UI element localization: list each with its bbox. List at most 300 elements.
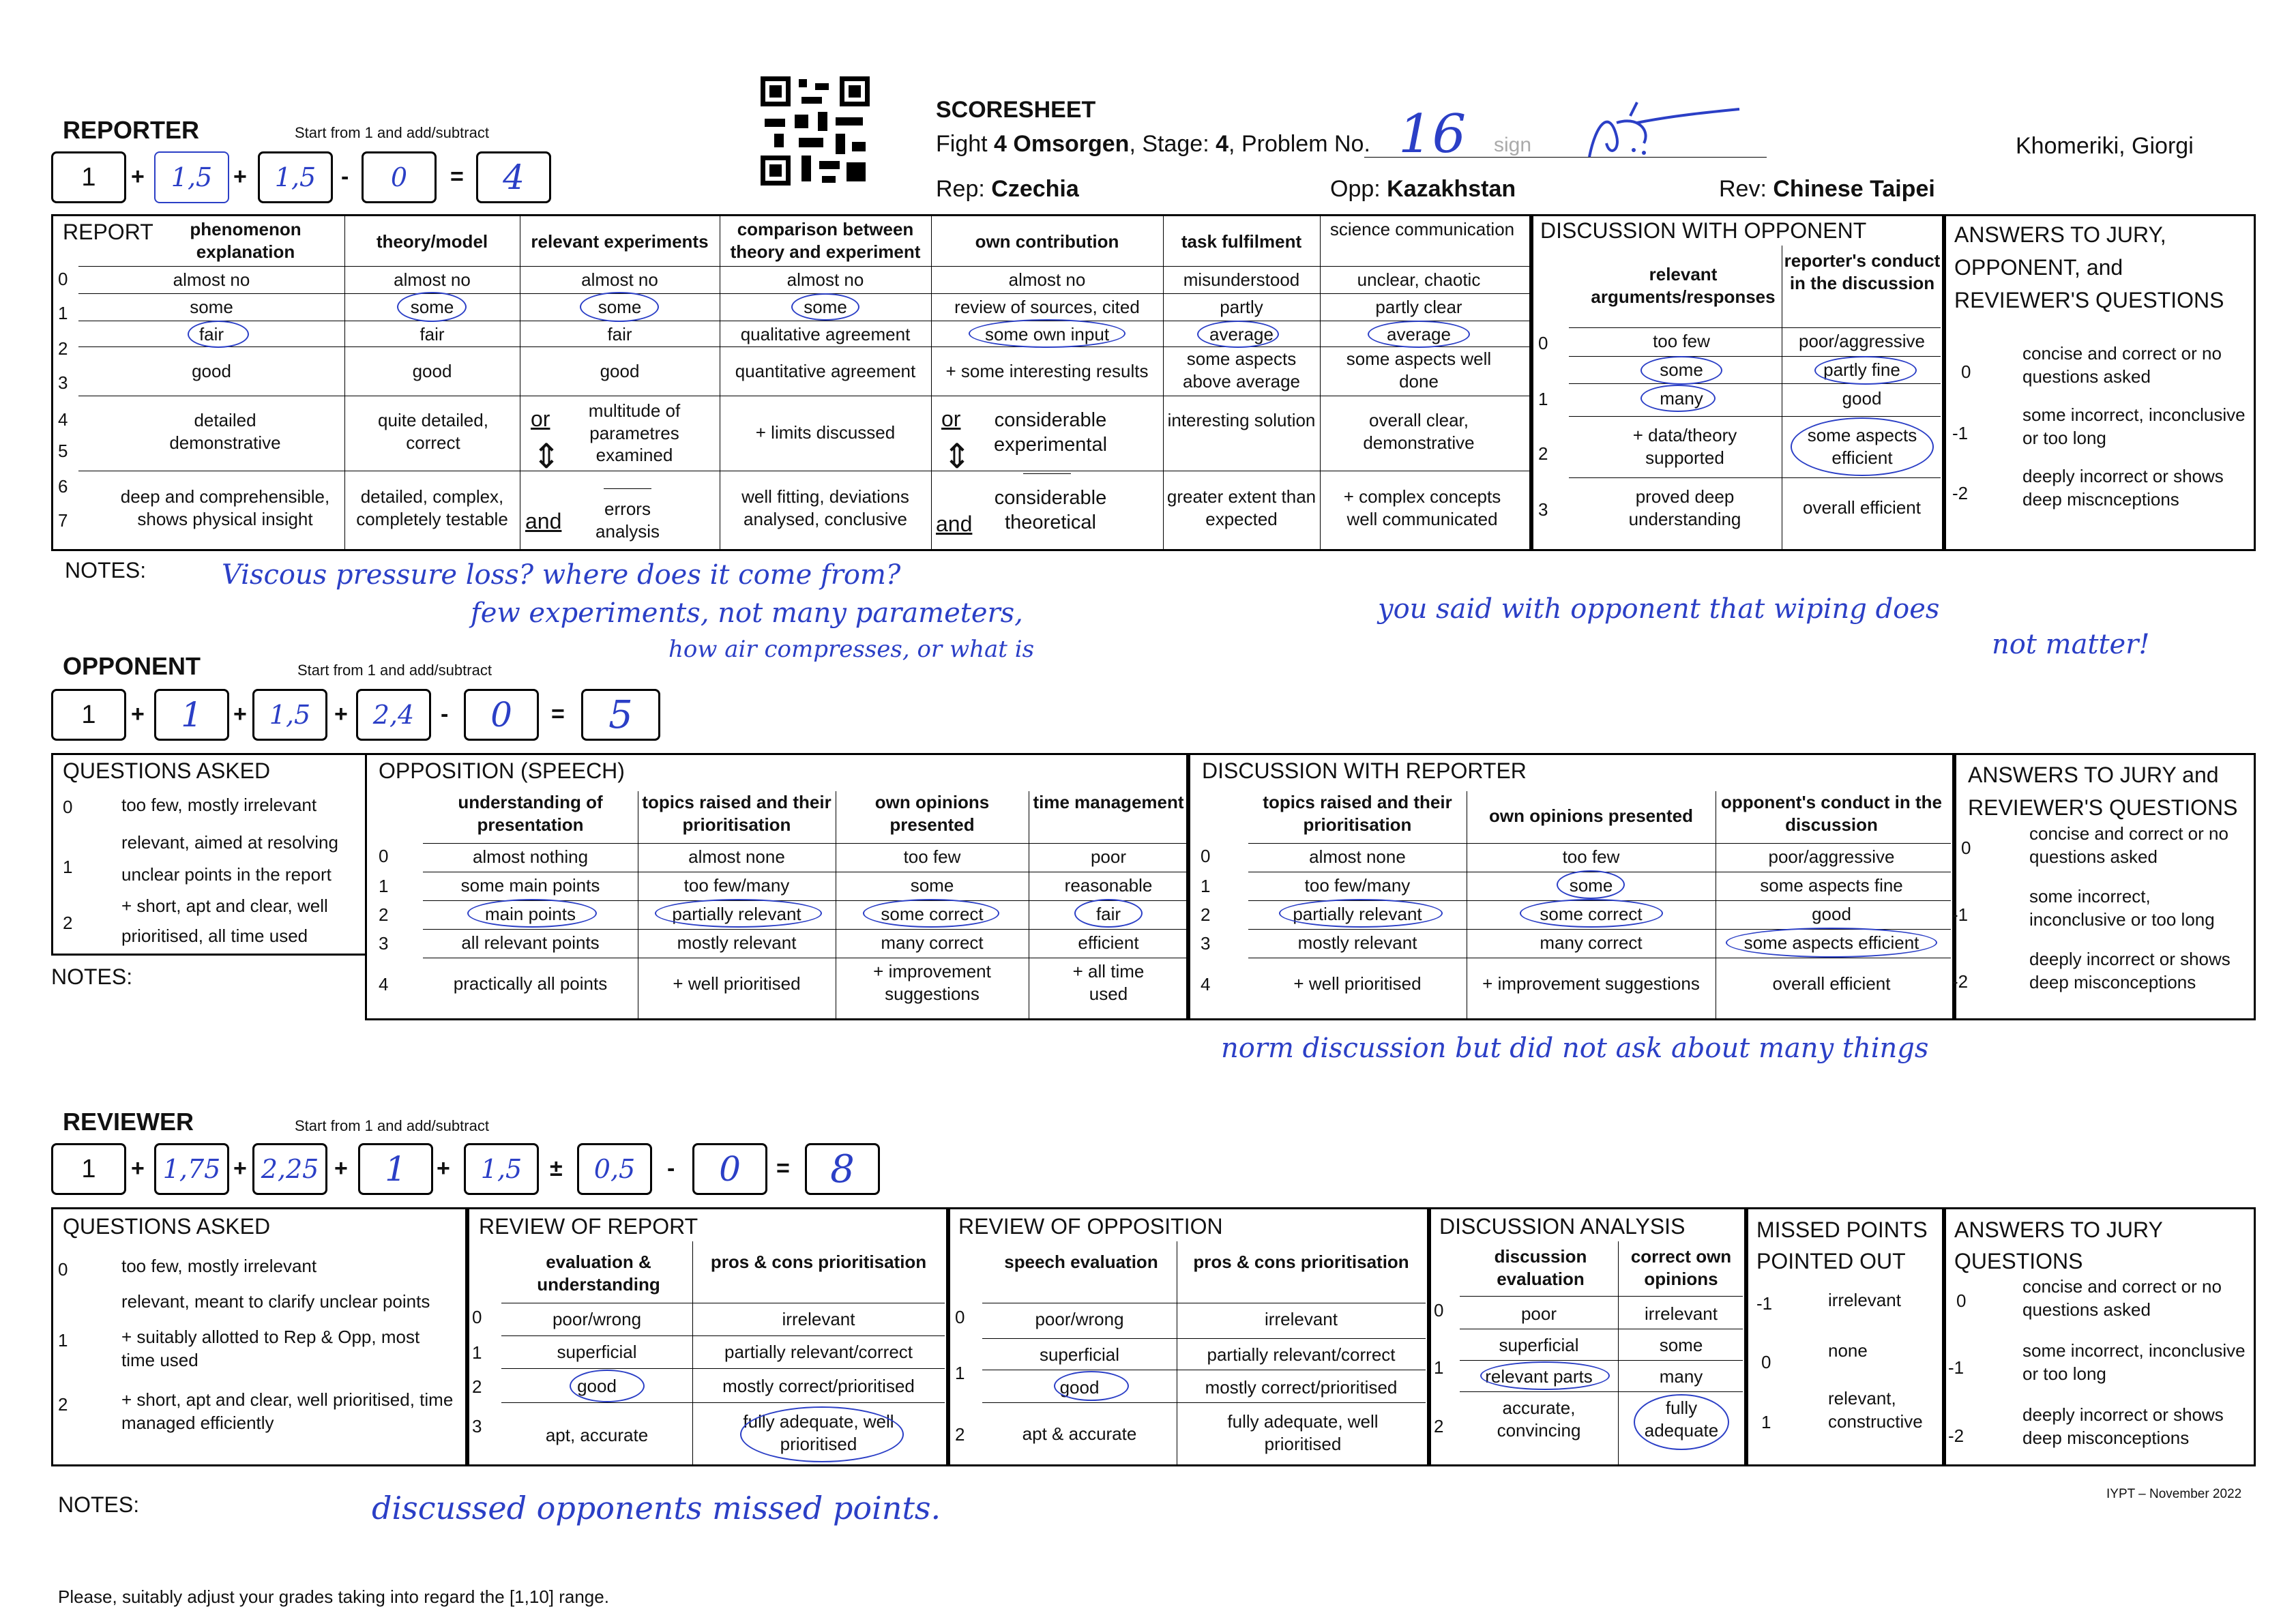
rep-cell: partly clear <box>1375 297 1462 317</box>
rev-opp-cell: apt & accurate <box>1022 1423 1137 1444</box>
rev-label: Rev: <box>1719 176 1767 202</box>
rev-disc-cell: many <box>1659 1366 1703 1387</box>
rep-row-num: 3 <box>58 372 68 393</box>
opp-discussion-title: DISCUSSION WITH REPORTER <box>1202 758 1527 783</box>
reporter-score-box-4[interactable]: 0 <box>362 151 437 203</box>
rev-disc-cell: some <box>1659 1335 1703 1355</box>
rev-op-6: - <box>667 1155 675 1181</box>
rev-score-box-2[interactable]: 1,75 <box>154 1143 229 1195</box>
stage-number: 4 <box>1216 131 1229 157</box>
rep-row-num: 0 <box>58 269 68 289</box>
rep-mark-task-average <box>1197 321 1279 348</box>
rep-cell: some own input <box>984 324 1110 344</box>
opp-cell: many correct <box>881 932 984 953</box>
rev-report-cell: poor/wrong <box>552 1309 642 1329</box>
rev-op-1: + <box>131 1155 145 1181</box>
rep-cell: interesting solution <box>1167 410 1316 430</box>
reporter-score-box-1[interactable]: 1 <box>51 151 126 203</box>
rep-ans-num: -2 <box>1952 483 1969 503</box>
rep-disc-line <box>1569 327 1941 328</box>
rep-ans-item: deeply incorrect or shows deep miscnceptions <box>2022 466 2224 510</box>
opp-cell: some main points <box>460 875 600 896</box>
opp-disc-cell: + improvement suggestions <box>1482 973 1700 994</box>
rev-q-num: 2 <box>58 1394 68 1415</box>
opp-row-line <box>423 843 1188 844</box>
opp-disc-num: 3 <box>1201 933 1211 954</box>
rep-row-num: 6 <box>58 476 68 497</box>
rep-cell: detailed, complex, completely testable <box>356 486 508 529</box>
rev-report-num: 1 <box>472 1342 482 1363</box>
opp-disc-mark-aspects <box>1726 928 1937 958</box>
rev-missed-num: 1 <box>1761 1412 1771 1432</box>
rep-disc-mark-partly-fine <box>1814 356 1917 385</box>
stage-label: , Stage: <box>1129 131 1209 157</box>
rep-row-num: 7 <box>58 510 68 531</box>
rev-q-item: + short, apt and clear, well prioritised, time managed efficiently <box>121 1389 454 1433</box>
opp-cell: efficient <box>1078 932 1139 953</box>
rev-report-cell: superficial <box>557 1342 637 1362</box>
rep-or-label: or <box>531 407 550 431</box>
rep-cell: fair <box>198 324 224 344</box>
rev-disc-cell: fully adequate <box>1644 1398 1719 1441</box>
rev-report-line <box>501 1368 945 1369</box>
reporter-score-box-2[interactable]: 1,5 <box>154 151 229 203</box>
rep-disc-cell: poor/aggressive <box>1799 331 1925 351</box>
rep-cell: greater extent than expected <box>1166 486 1316 529</box>
problem-number: 16 <box>1398 104 1467 165</box>
opp-col-header: understanding of presentation <box>458 792 603 835</box>
rep-cell: + limits discussed <box>755 422 896 443</box>
rep-disc-num: 1 <box>1538 389 1548 409</box>
opp-disc-cell: some correct <box>1540 904 1643 924</box>
rev-missed-item: irrelevant <box>1828 1290 1901 1310</box>
opp-disc-cell: poor/aggressive <box>1768 846 1895 867</box>
rev-report-col2: pros & cons prioritisation <box>710 1252 927 1272</box>
rep-row-num: 4 <box>58 409 68 430</box>
rev-disc-line <box>1460 1360 1743 1361</box>
opp-op-3: + <box>334 701 348 727</box>
opp-cell: + all time used <box>1072 961 1145 1004</box>
opp-row-num: 1 <box>379 876 389 896</box>
rev-q-item: + suitably allotted to Rep & Opp, most time used <box>121 1327 420 1370</box>
rep-cell: fair <box>420 324 445 344</box>
opp-disc-cell: good <box>1812 904 1851 924</box>
opp-op-5: = <box>551 701 565 727</box>
rep-cell: good <box>600 361 640 381</box>
rev-opp-col2: pros & cons prioritisation <box>1193 1252 1409 1272</box>
rev-disc-num: 0 <box>1434 1300 1444 1320</box>
opp-disc-header: topics raised and their prioritisation <box>1263 792 1452 835</box>
rev-disc-cell: superficial <box>1499 1335 1579 1355</box>
reporter-score-total[interactable]: 4 <box>476 151 551 203</box>
rep-cell: overall clear, demonstrative <box>1363 410 1475 453</box>
rev-missed-num: 0 <box>1761 1352 1771 1372</box>
rep-cell: unclear, chaotic <box>1357 269 1481 290</box>
rev-op-7: = <box>776 1155 790 1181</box>
rev-questions-title: QUESTIONS ASKED <box>63 1214 271 1239</box>
rev-score-box-6[interactable]: 0,5 <box>577 1143 652 1195</box>
rep-cell: average <box>1387 324 1451 344</box>
opp-op-2: + <box>233 701 247 727</box>
rev-ans-num: -1 <box>1948 1357 1964 1378</box>
rep-col-header: own contribution <box>975 231 1119 252</box>
opp-cell: + improvement suggestions <box>873 961 991 1004</box>
opp-row-num: 4 <box>379 974 389 994</box>
rev-opp-line <box>982 1338 1426 1339</box>
rev-report-line <box>501 1402 945 1403</box>
rep-col-header: theory/model <box>376 231 488 252</box>
rep-row-line <box>78 293 1531 294</box>
rev-ans-item: deeply incorrect or shows deep misconceptions <box>2022 1404 2224 1448</box>
opp-disc-mark-partially <box>1279 899 1443 928</box>
rev-report-mark-adequate <box>740 1406 904 1462</box>
rep-cell: + complex concepts well communicated <box>1343 486 1501 529</box>
rev-opp-col1: speech evaluation <box>1004 1252 1158 1272</box>
rep-ans-item: concise and correct or no questions asked <box>2022 343 2222 387</box>
rev-disc-num: 2 <box>1434 1416 1444 1436</box>
qr-code <box>761 76 870 186</box>
rep-note-line: few experiments, not many parameters, <box>471 597 1023 629</box>
rev-opp-num: 1 <box>955 1363 965 1383</box>
opp-score-box-2[interactable]: 1 <box>154 689 229 741</box>
fight-name: Omsorgen <box>1013 131 1130 157</box>
rep-disc-cell: some aspects efficient <box>1807 425 1917 468</box>
opp-cell: some correct <box>881 904 984 924</box>
rep-or-label-2: or <box>941 407 961 431</box>
opp-disc-line <box>1248 843 1951 844</box>
rep-mark-own-input <box>969 319 1125 348</box>
reporter-op-4: = <box>450 164 464 190</box>
rep-disc-line <box>1569 416 1941 417</box>
rep-cell: almost no <box>173 269 250 290</box>
reporter-title: REPORTER <box>63 116 200 144</box>
opp-q-num: 0 <box>63 797 73 817</box>
rep-disc-line <box>1569 477 1941 478</box>
opp-score-total[interactable]: 5 <box>581 689 660 741</box>
rep-col-header: task fulfilment <box>1181 231 1302 252</box>
opp-ans-num: -1 <box>1952 904 1969 925</box>
opp-cell: practically all points <box>453 973 608 994</box>
opponent-title: OPPONENT <box>63 652 201 680</box>
rev-missed-item: relevant, constructive <box>1828 1388 1923 1432</box>
opp-cell: almost none <box>688 846 785 867</box>
rep-short-line <box>604 488 651 489</box>
rev-score-box-1[interactable]: 1 <box>51 1143 126 1195</box>
opp-disc-cell: too few <box>1562 846 1620 867</box>
rev-opp-cell: fully adequate, well prioritised <box>1227 1411 1379 1454</box>
problem-label: , Problem No. <box>1228 131 1370 157</box>
rep-cell: considerable experimental <box>993 409 1108 456</box>
rep-disc-cell: overall efficient <box>1803 497 1921 518</box>
rep-team: Czechia <box>991 176 1079 202</box>
rep-row-num: 5 <box>58 441 68 461</box>
rep-note-line: you said with opponent that wiping does <box>1378 593 1940 625</box>
opp-cell: reasonable <box>1064 875 1153 896</box>
fight-prefix: Fight <box>936 131 988 157</box>
opp-op-4: - <box>441 701 449 727</box>
rep-cell: average <box>1209 324 1274 344</box>
reviewer-start-note: Start from 1 and add/subtract <box>295 1117 489 1134</box>
opp-score-box-1[interactable]: 1 <box>51 689 126 741</box>
rev-team: Chinese Taipei <box>1773 176 1935 202</box>
opp-notes-label: NOTES: <box>51 964 133 989</box>
rev-disc-col2: correct own opinions <box>1630 1246 1732 1289</box>
rev-score-total[interactable]: 8 <box>805 1143 880 1195</box>
opp-row-num: 0 <box>379 846 389 866</box>
reporter-start-note: Start from 1 and add/subtract <box>295 124 489 141</box>
sheet-title: SCORESHEET <box>936 97 1096 123</box>
rep-disc-cell: + data/theory supported <box>1632 425 1737 468</box>
rep-disc-cell: many <box>1660 388 1703 409</box>
rev-report-title: REVIEW OF REPORT <box>479 1214 698 1239</box>
rev-notes-label: NOTES: <box>58 1492 140 1517</box>
rev-op-2: + <box>233 1155 247 1181</box>
rev-opp-num: 2 <box>955 1424 965 1445</box>
rep-line <box>936 176 1079 203</box>
rep-cell: almost no <box>394 269 471 290</box>
rep-col-divider <box>1320 214 1321 551</box>
rep-cell: some aspects well done <box>1346 349 1492 392</box>
opp-disc-cell: overall efficient <box>1772 973 1891 994</box>
rep-cell: misunderstood <box>1183 269 1300 290</box>
rep-cell: well fitting, deviations analysed, conclusive <box>741 486 909 529</box>
rev-ans-num: -2 <box>1948 1426 1964 1446</box>
rep-disc-col2: reporter's conduct in the discussion <box>1784 250 1941 293</box>
opp-q-item: relevant, aimed at resolving unclear points in the report <box>121 832 338 885</box>
fight-line <box>936 131 1370 158</box>
opp-cell: almost nothing <box>472 846 589 867</box>
rep-disc-mark-some <box>1640 356 1722 385</box>
rep-answers-title: ANSWERS TO JURY, OPPONENT, and REVIEWER'S QUESTIONS <box>1954 222 2224 312</box>
rev-opp-cell: good <box>1059 1377 1100 1398</box>
rev-report-num: 0 <box>472 1307 482 1327</box>
rep-discussion-title: DISCUSSION WITH OPPONENT <box>1540 218 1867 243</box>
reporter-op-3: - <box>341 164 349 190</box>
opp-cell: main points <box>485 904 576 924</box>
reporter-score-box-3[interactable]: 1,5 <box>258 151 333 203</box>
rev-opp-mark-good <box>1054 1371 1129 1401</box>
rep-disc-cell: too few <box>1653 331 1710 351</box>
opponent-start-note: Start from 1 and add/subtract <box>297 662 492 679</box>
rep-row-num: 1 <box>58 303 68 323</box>
rep-note-line: how air compresses, or what is <box>668 636 1035 663</box>
opp-disc-cell: almost none <box>1309 846 1406 867</box>
rev-opp-cell: mostly correct/prioritised <box>1205 1377 1398 1398</box>
rep-disc-col1: relevant arguments/responses <box>1591 264 1776 307</box>
opp-q-num: 1 <box>63 857 73 877</box>
rep-and-label: and <box>525 509 562 533</box>
rev-disc-num: 1 <box>1434 1357 1444 1378</box>
opp-row-num: 3 <box>379 933 389 954</box>
footer-note: Please, suitably adjust your grades taking into regard the [1,10] range. <box>58 1586 609 1607</box>
opp-questions-title: QUESTIONS ASKED <box>63 758 271 783</box>
rev-missed-title: MISSED POINTS POINTED OUT <box>1756 1217 1928 1274</box>
rep-disc-cell: proved deep understanding <box>1628 486 1741 529</box>
rev-disc-cell: poor <box>1520 1303 1557 1324</box>
opp-mark-fair <box>1074 899 1143 928</box>
rev-report-num: 3 <box>472 1416 482 1436</box>
opp-row-line <box>423 929 1188 930</box>
rev-opp-cell: poor/wrong <box>1035 1309 1124 1329</box>
sign-label: sign <box>1494 134 1532 156</box>
rep-cell: review of sources, cited <box>954 297 1140 317</box>
rev-ans-item: some incorrect, inconclusive or too long <box>2022 1340 2246 1384</box>
rev-score-box-3[interactable]: 2,25 <box>252 1143 327 1195</box>
opp-score-box-3[interactable]: 1,5 <box>252 689 327 741</box>
rev-report-mark-good <box>570 1370 645 1402</box>
rep-col-header: relevant experiments <box>531 231 709 252</box>
rep-short-line-2 <box>1023 473 1071 474</box>
rev-q-num: 0 <box>58 1259 68 1280</box>
rev-disc-line <box>1460 1296 1743 1297</box>
opp-col-header: own opinions presented <box>874 792 990 835</box>
opp-ans-num: -2 <box>1952 971 1969 992</box>
rev-report-cell: fully adequate, well prioritised <box>743 1411 894 1454</box>
rev-q-num: 1 <box>58 1330 68 1350</box>
opp-cell: fair <box>1095 904 1121 924</box>
opp-questions-bottom <box>51 954 365 956</box>
rev-score-box-5[interactable]: 1,5 <box>464 1143 539 1195</box>
rev-report-cell: mostly correct/prioritised <box>722 1376 915 1396</box>
opp-row-num: 2 <box>379 904 389 925</box>
rep-cell: deep and comprehensible, shows physical insight <box>120 486 330 529</box>
opp-label: Opp: <box>1330 176 1381 202</box>
opp-op-1: + <box>131 701 145 727</box>
opp-disc-cell: too few/many <box>1304 875 1411 896</box>
rep-disc-mark-aspects <box>1791 417 1934 476</box>
rep-disc-cell: good <box>1842 388 1882 409</box>
footer-version: IYPT – November 2022 <box>2106 1487 2242 1501</box>
rep-cell: quite detailed, correct <box>378 410 488 453</box>
rep-mark-sci-average <box>1368 321 1470 348</box>
rev-report-cell: apt, accurate <box>545 1425 649 1445</box>
opp-cell: poor <box>1090 846 1127 867</box>
juror-name: Khomeriki, Giorgi <box>2016 133 2194 159</box>
opp-score-box-5[interactable]: 0 <box>464 689 539 741</box>
rep-note-line: not matter! <box>1992 629 2150 660</box>
rev-disc-col1: discussion evaluation <box>1494 1246 1587 1289</box>
opp-disc-cell: some aspects fine <box>1760 875 1903 896</box>
rev-opp-cell: partially relevant/correct <box>1207 1344 1396 1365</box>
opp-disc-cell: partially relevant <box>1293 904 1422 924</box>
rep-cell: detailed demonstrative <box>169 410 281 453</box>
rev-ans-item: concise and correct or no questions asked <box>2022 1276 2222 1320</box>
rep-mark-fair <box>188 321 249 348</box>
rev-missed-item: none <box>1828 1340 1868 1361</box>
rev-line <box>1719 176 1935 203</box>
opp-q-num: 2 <box>63 913 73 933</box>
rep-cell: almost no <box>581 269 658 290</box>
rev-opp-line <box>982 1402 1426 1403</box>
rep-cell: quantitative agreement <box>735 361 916 381</box>
opp-disc-num: 1 <box>1201 876 1211 896</box>
rep-notes-label: NOTES: <box>65 558 147 582</box>
rep-cell: partly <box>1220 297 1263 317</box>
opp-disc-cell: some <box>1569 875 1613 896</box>
opp-disc-cell: some aspects efficient <box>1743 932 1919 953</box>
rep-col-header: comparison between theory and experiment <box>730 219 921 262</box>
reporter-op-1: + <box>131 164 145 190</box>
opp-ans-num: 0 <box>1961 838 1971 858</box>
opp-cell: all relevant points <box>461 932 600 953</box>
opp-disc-mark-some-correct <box>1520 899 1663 928</box>
signature <box>1569 95 1746 174</box>
rep-cell: considerable theoretical <box>994 487 1107 534</box>
rep-cell: multitude of parametres examined <box>588 400 681 465</box>
rev-report-num: 2 <box>472 1376 482 1397</box>
opp-q-item: + short, apt and clear, well prioritised, all time used <box>121 896 328 947</box>
opp-cell: some <box>910 875 954 896</box>
rep-cell: errors analysis <box>595 499 660 542</box>
rep-cell: good <box>412 361 452 381</box>
rev-disc-cell: irrelevant <box>1645 1303 1718 1324</box>
rep-cell: some aspects above average <box>1182 349 1301 392</box>
rev-report-cell: good <box>577 1376 617 1396</box>
rev-score-box-4[interactable]: 1 <box>358 1143 433 1195</box>
opp-ans-item: some incorrect, inconclusive or too long <box>2029 886 2215 930</box>
rep-cell: some <box>598 297 642 317</box>
opp-disc-header: opponent's conduct in the discussion <box>1721 792 1942 835</box>
opp-disc-header: own opinions presented <box>1488 806 1693 826</box>
rep-cell: almost no <box>1008 269 1086 290</box>
opp-cell: mostly relevant <box>677 932 797 953</box>
opp-note-line: norm discussion but did not ask about many things <box>1221 1033 1929 1064</box>
rev-op-4: + <box>437 1155 450 1181</box>
fight-number: 4 <box>994 131 1007 157</box>
opp-disc-cell: + well prioritised <box>1293 973 1422 994</box>
opp-col-header: time management <box>1033 792 1184 812</box>
rev-disc-mark-adequate <box>1634 1394 1729 1450</box>
rep-note-line: Viscous pressure loss? where does it come from? <box>222 559 901 591</box>
rep-col-divider <box>931 214 932 551</box>
opp-ans-item: concise and correct or no questions asked <box>2029 823 2228 867</box>
opp-disc-num: 2 <box>1201 904 1211 925</box>
rep-mark-exp-some <box>580 292 659 322</box>
rep-ans-num: 0 <box>1961 361 1971 382</box>
opp-disc-mark-some <box>1557 870 1625 899</box>
opp-disc-cell: mostly relevant <box>1297 932 1417 953</box>
opp-col-header: topics raised and their prioritisation <box>642 792 831 835</box>
rev-score-box-7[interactable]: 0 <box>692 1143 767 1195</box>
rep-cell: + some interesting results <box>945 361 1149 381</box>
opp-ans-item: deeply incorrect or shows deep misconceptions <box>2029 949 2231 992</box>
rep-ans-item: some incorrect, inconclusive or too long <box>2022 404 2246 448</box>
rep-cell: almost no <box>786 269 864 290</box>
rev-opposition-title: REVIEW OF OPPOSITION <box>958 1214 1223 1239</box>
rep-col-header: phenomenon explanation <box>190 219 301 262</box>
rev-report-col1: evaluation & understanding <box>537 1252 660 1295</box>
rep-cell: some <box>410 297 454 317</box>
reviewer-title: REVIEWER <box>63 1108 194 1136</box>
rep-row-line <box>78 346 1531 347</box>
rep-updown-arrow: ⇕ <box>532 437 561 475</box>
opp-score-box-4[interactable]: 2,4 <box>356 689 431 741</box>
report-label: REPORT <box>63 220 153 244</box>
opp-team: Kazakhstan <box>1387 176 1516 202</box>
rev-missed-num: -1 <box>1756 1293 1773 1314</box>
rep-cell: some <box>804 297 847 317</box>
rev-ans-num: 0 <box>1956 1290 1967 1311</box>
rep-mark-comp-some <box>791 293 859 321</box>
opp-q-item: too few, mostly irrelevant <box>121 795 317 815</box>
rep-disc-mark-many <box>1640 385 1716 412</box>
rep-ans-num: -1 <box>1952 423 1969 443</box>
rev-op-3: + <box>334 1155 348 1181</box>
rep-disc-cell: partly fine <box>1823 359 1900 380</box>
rev-disc-cell: accurate, convincing <box>1497 1398 1581 1441</box>
rep-mark-theory-some <box>397 292 467 322</box>
rep-updown-arrow-2: ⇕ <box>943 437 971 475</box>
